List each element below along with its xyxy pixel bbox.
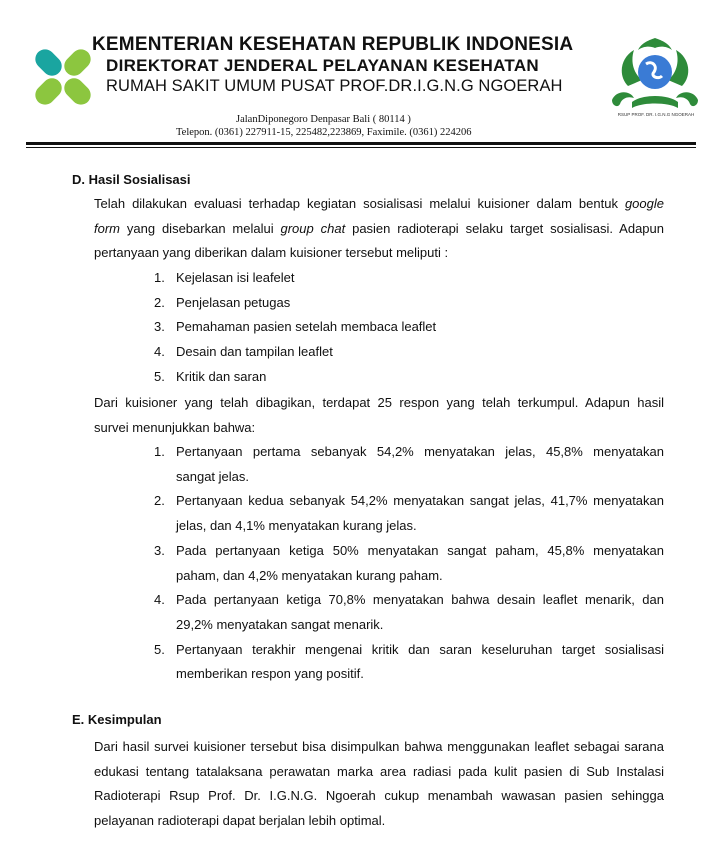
list-item: 3. Pada pertanyaan ketiga 50% menyatakan sangat paham, 45,8% menyatakan paham, dan 4,2% menyatakan kurang paham. [154,542,664,583]
section-d-intro [94,192,664,266]
rsup-logo-caption: RSUP PROF. DR. I.G.N.G NGOERAH [617,112,695,117]
intro-line-1: Telah dilakukan evaluasi terhadap kegiatan sosialisasi melalui kuisioner dalam bentuk google [94,196,664,211]
results-intro: Dari kuisioner yang telah dibagikan, terdapat 25 respon yang telah terkumpul. Adapun hasil survei menunjukkan bahwa: [94,395,664,435]
letterhead-rule-thin [26,147,696,148]
letterhead-directorate: DIREKTORAT JENDERAL PELAYANAN KESEHATAN [106,56,539,75]
list-item: 2. Penjelasan petugas [154,294,291,310]
list-item: 5. Kritik dan saran [154,368,267,384]
section-e-heading: E. Kesimpulan [72,712,162,727]
list-item: 3. Pemahaman pasien setelah membaca leaflet [154,319,437,335]
letterhead-ministry: KEMENTERIAN KESEHATAN REPUBLIK INDONESIA [92,34,574,55]
letterhead-rule-thick [26,142,696,145]
section-d-heading: D. Hasil Sosialisasi [72,172,191,187]
letterhead-phone: Telepon. (0361) 227911-15, 225482,223869, Faximile. (0361) 224206 [176,127,472,138]
intro-line-3: pertanyaan yang diberikan dalam kuisioner tersebut meliputi : [94,245,449,261]
list-item: 2. Pertanyaan kedua sebanyak 54,2% menyatakan sangat jelas, 41,7% menyatakan jelas, dan 4,1% menyatakan kurang jelas. [154,493,664,534]
kemenkes-logo-icon [24,38,102,116]
list-item: 5. Pertanyaan terakhir mengenai kritik dan saran keseluruhan target sosialisasi memberikan respon yang positif. [154,641,664,682]
rsup-logo-icon [608,36,702,120]
letterhead-address: JalanDiponegoro Denpasar Bali ( 80114 ) [236,114,411,125]
letterhead-hospital: RUMAH SAKIT UMUM PUSAT PROF.DR.I.G.N.G NGOERAH [106,77,563,95]
list-item: 4. Desain dan tampilan leaflet [154,344,333,360]
intro-line-2: form yang disebarkan melalui group chat pasien radioterapi selaku target sosialisasi. Adapun [94,220,664,236]
list-item: 1. Pertanyaan pertama sebanyak 54,2% menyatakan jelas, 45,8% menyatakan sangat jelas. [154,444,664,484]
section-e-conclusion: Dari hasil survei kuisioner tersebut bisa disimpulkan bahwa menggunakan leaflet sebagai sarana edukasi tentang tatalaksana perawatan marka area radiasi pada kulit pasien di Sub Instalasi Radioterapi Rsup Prof. Dr. I.G.N.G. Ngoerah cukup menambah wawasan pasien sehingga pelayanan radioterapi dapat berjalan lebih optimal. [94,739,664,829]
list-item: 4. Pada pertanyaan ketiga 70,8% menyatakan bahwa desain leaflet menarik, dan 29,2% menyatakan sangat menarik. [154,592,664,632]
questions-list [154,266,654,390]
results-list [154,440,664,687]
list-item: 1. Kejelasan isi leafelet [154,270,295,285]
